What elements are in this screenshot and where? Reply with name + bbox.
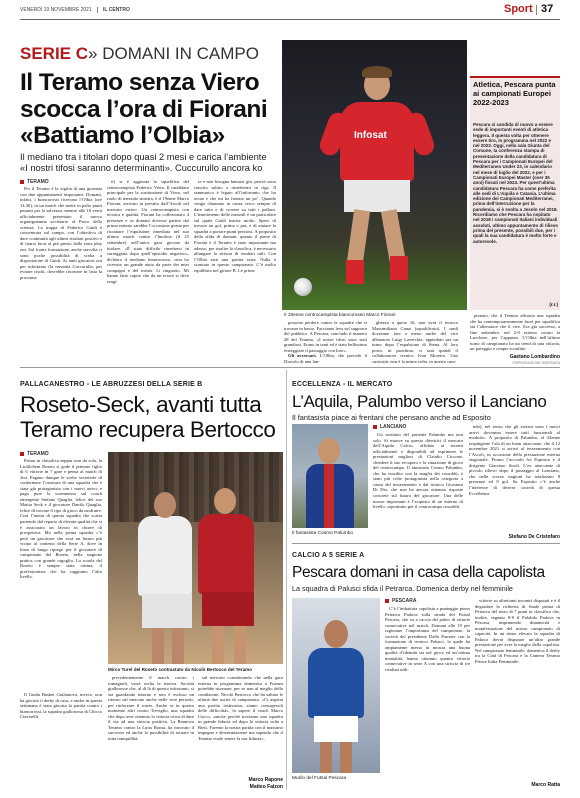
article-column xyxy=(108,675,194,789)
soccer-ball-icon xyxy=(294,278,312,296)
article-column xyxy=(372,320,458,363)
player-head xyxy=(324,620,348,648)
player-shorts xyxy=(314,716,358,742)
article-column xyxy=(198,675,283,775)
dateline: TERAMO xyxy=(20,179,49,185)
masthead-separator xyxy=(536,5,537,15)
kicker-domani: » DOMANI IN CAMPO xyxy=(88,44,259,63)
calcio-subheadline: La squadra di Palusci sfida il Petrarca. Domenica derby nel femminile xyxy=(292,584,513,593)
photo-caption: Il 19enne centrocampista biancorosso Marco Fiorani xyxy=(284,313,396,318)
headline-line: Il Teramo senza Viero xyxy=(20,69,260,96)
paragraph: pionato, che il Teramo affronta una squadra che ha contemporaneamente fuori per squalifica sia l’allenatore che il vice. Era già successo, a fine settembre, nel 2-0 esterno contro la Lucchese, per l’appunto. L’Olbia nell’ultimo turno di campionato ha un trend di una vittoria, un pareggio e cinque sconfitte. xyxy=(470,313,560,352)
signature: Matteo Falzon xyxy=(249,784,283,790)
article-column xyxy=(385,606,470,788)
article-column xyxy=(475,598,560,780)
subheadline-line: Il mediano tra i titolari dopo quasi 2 mesi e carica l’ambiente xyxy=(20,152,267,162)
player-jersey xyxy=(340,102,414,182)
page-number: 37 xyxy=(541,3,554,15)
player-head xyxy=(154,492,176,518)
player-leg xyxy=(234,626,246,664)
headline-line: scocca l’ora di Fiorani xyxy=(20,95,268,123)
dateline: TERAMO xyxy=(20,451,49,457)
headline-line: Teramo recupera Bertocco xyxy=(20,416,276,442)
photo-caption: Mirco Turel del Roseto contrastato da Nicolò Bertocco del Teramo xyxy=(108,667,253,672)
paragraph: C’è l’imbattuta capolista a punteggio pieno Petrarca Padova sulla strada del Futsal Pescara, che va a caccia del poker di vittorie consecutive nel match. Domani alle 19 per ragionare l’importanza del campionato, la società del presidente Dalla Parrone con la formazione di tecnico Palusci, la quale ha ampiamente messo in mostra una buona qualità d’identità sia nel gioco ed un’ottima mentalità, hanno ottenuto quattro vittorie consecutive in serie A con una striscia di tre risultati utili. xyxy=(385,606,470,673)
signature: Marco Rapone xyxy=(248,777,283,783)
paragraph: possono perdere contro le squadre che si trovano in basso. Facciamo leva sul supporto del pubblico. A Pescara, concludo il numero 28 del Teramo, «I nostri tifosi sono stati grandiosi. Erano in tanti ed è stato bellissimo festeggiare il passaggio con loro». xyxy=(284,320,367,353)
article-column xyxy=(373,432,463,540)
laquila-kicker: ECCELLENZA - IL MERCATO xyxy=(292,381,393,388)
dateline: LANCIANO xyxy=(373,424,406,430)
player-head xyxy=(318,438,340,464)
player-shorts xyxy=(202,592,254,626)
basket-headline xyxy=(20,393,282,442)
player-shorts xyxy=(344,180,410,212)
player-leg xyxy=(212,626,224,664)
signature: Marco Ratta xyxy=(531,782,560,788)
article-column xyxy=(194,179,276,344)
paragraph: Il Guida Basket Giulianova, invece, non ha giocato il derby di casa, e anche in questa settimana è stata giocata la partita contro i biancorossi, la squadra giallorossa di Chicco Ciavarelli. xyxy=(20,692,102,720)
paragraph: Per il Teramo è la vigilia di una giornata con due appuntamenti importanti. Domani, infatti, i biancorossi ricevono l’Olbia (ore 14,30), in un match che mette in palio punti pesanti per la salvezza, mentre alle 10 verrà ufficialmente presentato il nuovo organigramma societario al Parco della scienza. La truppa di Federico Guidi è concentrata sul campo, con l’obiettivo di dare continuità agli ultimi risultati positivi e di tirarsi fuori al più presto dalla zona play out. Sul fronte formazione, anche stavolta ci sono poche possibilità di scelta a disposizione di Guidi. Ai tanti giocatori out per infortunio (la mezzala Cuccurullo, per evitare rischi, dovrebbe ritornare in lista la prossima xyxy=(20,186,102,280)
paragraph: ndo), nel senso che gli esterni sono i nuovi arrivi dovranno essere tutti funzionali al modulo». A proposito di Palumbo, al 32enne respingente l’ala di un buon attaccante, che il 12 novembre 2021 si arrivò al tesseramento con l’Ascoli, in occasione della prestazione esterna stagionale. Pronto l’accordo fra Esposito e il dirigente Giacomo Siroli. L’ex attaccante di piccolo rilievo dopo il passaggio al Lanciano, che nelle scorse stagioni ha totalizzato 8 presenze ed 8 gol. Su Esposito c’è anche l’interesse di diverse società di questa Eccellenza. xyxy=(469,424,560,496)
crowd-band xyxy=(108,452,283,522)
masthead-separator xyxy=(97,7,98,13)
article-column xyxy=(469,424,560,532)
section-label: Sport xyxy=(504,3,533,15)
masthead xyxy=(0,0,580,24)
kicker-serie-c: SERIE C xyxy=(20,44,89,63)
teramo-subheadline xyxy=(20,152,290,174)
player-sock xyxy=(390,256,408,280)
paragraph: sul mercato considerando che nella gara esterna in programma domenica a Fuenza potrebbe ritornare, per se non al meglio della condizione, Nicolò Bertocco che ha saltato le ultime due uscite di campionato. «Ci aspetta una partita tostissima, siamo consapevoli delle difficoltà», fa sapere il coach Marco Cucco, «anche perché troviamo una squadra in grande fiducia ed dopo la vittoria colta a Rieti. Faremo la nostra partita con il massimo impegno e determinazione ma sapendo che il Teramo vuole tenere la sua fiducia». xyxy=(198,675,283,742)
jersey-stripe xyxy=(324,464,334,528)
laquila-headline: L’Aquila, Palumbo verso il Lanciano xyxy=(292,392,547,411)
murilo-photo xyxy=(292,598,380,773)
player-head xyxy=(214,488,236,514)
article-column xyxy=(284,320,367,363)
player-leg xyxy=(152,628,164,664)
paragraph: precedentemente il match contro i romagnoli, verrà scelta la riserva. Società giallorosse che, al di là di questo infortunio, si sta guardando intorno e non è escluso un ritorno sul mercato anche nelle vere periodo, per rinforzare il roster. Anche se in questo momento altri contro Treviglio, una squadra che dopo aver ottenuto la vittoria cerca di dare il via ad una striscia positiva. La Rennova Teramo contro la Luiss Roma, ha ritrovato il successo ed anche la possibilità di tornare in tutta tranquillità. xyxy=(108,675,194,742)
player-leg xyxy=(340,742,352,773)
laquila-subheadline: Il fantasista piace ai frentani che pensano anche ad Esposito xyxy=(292,413,491,422)
section-divider xyxy=(292,543,560,544)
masthead-paper: IL CENTRO xyxy=(103,7,130,13)
player-jersey xyxy=(308,648,364,718)
atletica-title: Atletica, Pescara punta ai campionati Europei 2022-2023 xyxy=(473,80,556,107)
paragraph: Un sostituto del partente Palumbo ma non solo. Si muove su questo direttrici il mercato dell’Aquila Calcio, affidato ai recenti ufficialmente e disponibili ad esprimere le prestazioni migliori di Claudio Ciccone, chiedere il suo recupero e la situazione di gioco del centrocampo. Il fantasista Cosmo Palumbo, che ha esordito con la maglia dei rossoblù, è stato più volte protagonista nella categoria a causa del tesseramento e dal tecnico Giovanni Di Dio, che non ha ancora ottenuto risposte concrete sul futuro del giocatore. Una delle mosse importanti è l’acquisto di un esterno di livello, soprattutto per il centrocampo rossoblù. xyxy=(373,432,463,510)
calcio-headline: Pescara domani in casa della capolista xyxy=(292,564,545,581)
paragraph-lead: Gli avversari. xyxy=(288,353,317,359)
photo-caption: Murilo del Futsal Pescara xyxy=(292,776,347,781)
fiorani-photo xyxy=(282,40,467,310)
paragraph: vittorie su altrettanti incontri disputati e è il degradare la richiesta di finale prima di Petrarca del terzo di 7 punti in classifica che, inoltre, segnato 8-8 il Palalido Padova in Pescara, imprimendo dinamicità e manifestazione del nostro campionato di capacità. In un ritmo elevato la squadra di Palusci dovrà disputare un’altra grande prestazione per aver la meglio della capolista. Nel campionato femminile, domenica il derby tra la Città di Pescara e la Cantera Teramo Prince Italia Femminile. xyxy=(475,598,560,665)
article-column xyxy=(20,186,102,344)
teramo-headline xyxy=(20,70,285,150)
player-red-jersey xyxy=(198,514,254,594)
article-column xyxy=(107,179,189,344)
column-divider xyxy=(286,370,287,790)
masthead-rule xyxy=(20,19,560,20)
basket-kicker: PALLACANESTRO - LE ABRUZZESI DELLA SERIE B xyxy=(20,381,203,388)
jersey-sponsor: Infosat xyxy=(354,130,387,141)
player-white-jersey xyxy=(138,516,192,596)
subheadline-line: «I nostri tifosi saranno determinanti». Cuccurullo ancora ko xyxy=(20,163,263,173)
player-hair xyxy=(362,66,392,78)
section-divider xyxy=(20,367,560,368)
masthead-date: VENERDÌ 19 NOVEMBRE 2021 xyxy=(20,7,92,13)
paragraph-text: L’Olbia, che precede il Diavolo di una lun- xyxy=(284,353,367,363)
player-sock xyxy=(346,260,364,284)
dateline: PESCARA xyxy=(385,598,416,604)
signature: Stefano De Cristofaro xyxy=(508,534,560,540)
article-column xyxy=(20,692,102,789)
copyright-note: ©RIPRODUZIONE RISERVATA xyxy=(512,361,560,365)
headline-line: «Battiamo l’Olbia» xyxy=(20,122,225,149)
atletica-body: Pescara si candida di nuovo a essere sede di importanti eventi di atletica leggera. Il questa volta per ottenere essere tiro, in programma nel 2022 e nel 2023. Oggi, nella sala Giunta del Comune, la conferenza stampa di presentazione della candidatura di Pescara per i Campionati Europei del Mediterraneo Under 23, in calendario nel mese di luglio del 2022, e per i Campionati Europei Master (over 35 anni) fissati nel 2023. Per quest’ultima candidatura Pescara ha come preferita alle sedi di L’Aquila e Catania. L’ultima edizione dei Campionati Mediterranei, prima dell’interruzione per la pandemia, si è svolta a Jesolo nel 2018. Ricordiamo che Pescara ha ospitato nel 2018 i campionati Italiani individuali assoluti, ultimo appuntamento di rilievo prima del presente, possibili due, per i quali la sua candidatura è molto forte e autorevole. xyxy=(473,122,558,244)
article-column xyxy=(20,458,102,688)
paragraph: ti) si è aggiunta la squalifica del centrocampista Federico Viero. Il candidato principale per la sostituzione di Viero, nel ruolo di mezzala sinistra, è il 19enne Marco Fiorani, arrivato in prestito dall’Ascoli nel mercato estivo. Un centrocampista con tecnica e qualità, Fiorani ha collezionato 4 presenze e se domani dovesse partire dal primo minuto sarebbe l’occasione giusta per riscattare l’espulsione rimediata nel suo ultimo match contro l’Imolese (il 25 settembre) nell’unica gara giocata da titolare. «È stato difficile rimettersi in carreggiata dopo quell’episodio negativo», dichiara il mediano biancorosso, «ma ho ricevuto un grande aiuto da parte dei miei compagni e del mister. Li ringrazio. Mi hanno fatto capire che da un errore si deve reagi- xyxy=(107,179,189,284)
player-leg xyxy=(172,628,184,664)
palumbo-photo xyxy=(292,424,368,528)
article-column xyxy=(470,313,560,353)
atletica-signature: (r.r.) xyxy=(549,302,558,307)
photo-caption: Il fantasista Cosmo Palumbo xyxy=(292,531,354,536)
paragraph: ghezza a quota 16, non avrà il tecnico Massimiliano Canzi (squalificato). I sardi dovranno fare a meno anche del vice allenatore Luigi Laverchia, appiedato per un turno dopo l’espulsione di Siena. Al loro posto, in panchina, ci sarà quindi il collaboratore tecnico Ivan Moretto. Una curiosità: non è la prima volta, in questo cam- xyxy=(372,320,458,363)
kicker xyxy=(20,44,259,64)
player-leg xyxy=(320,742,332,773)
basket-photo xyxy=(108,452,283,664)
calcio-kicker: CALCIO A 5 SERIE A xyxy=(292,552,365,559)
paragraph: re e non bisogna buttarsi giù, perciò sono riuscito subito a rimettermi in riga. Il rammarico è legato all’infortunio che ho avuto e che mi ha frenato un po’. Quando vengo chiamato in causa cerco sempre di dare tutto e di correre su tutti i palloni. L’inserimento delle mezzali è un particolare sul quale Guidi insiste molto. Spero di trovare un gol, prima o poi, e di aiutare la squadra a portare punti preziosi. A proposito della sfida di domani, quanto il paese di Fiorani è il Teramo è stato importante ma adesso, per risalire la classifica, è necessario allungare la striscia di risultati utili. Con l’Olbia sarà una partita tosta. Nulla è scontato in questo campionato. C’è molto equilibrio nel girone B. Le prime xyxy=(194,179,276,273)
paragraph: Prima in classifica seppur non da sola, la Liofilchem Roseto si gode il primato figlio di 6 vittorie in 7 gare e pensa al match di Jesi. Pagano dunque le scelte societarie di confermare l’ossatura di una squadra che è stata già protagonista con i nuovi arrivi: e pago pure la scommessa sul coach emergente Stefano Quaglia, felice del suo Mattia Seck e il giocatore Danilo Quaglia, felice di trovare il tipo di gioco da usufruire. Così l’intesa di questa squadra che scatta partendo dal reparto di elevata qualità che si è assicurato un lavoro in chiave di prospettiva. Ma nella prima squadra c’è però un giocatore che avrà un futuro più vicino al contesto della Serie A, dove in linea di lungo ripiego per il giocatore di campionato del Roseto, nella stagione pratica con grande orgoglio. La scuola del Roseto è sempre stata ottima, il professionista che ha raggiunto l’alto livello. xyxy=(20,458,102,580)
signature: Gaetano Lombardino xyxy=(509,354,560,360)
player-shorts xyxy=(142,594,192,628)
paragraph xyxy=(284,353,367,363)
headline-line: Roseto-Seck, avanti tutta xyxy=(20,392,262,417)
